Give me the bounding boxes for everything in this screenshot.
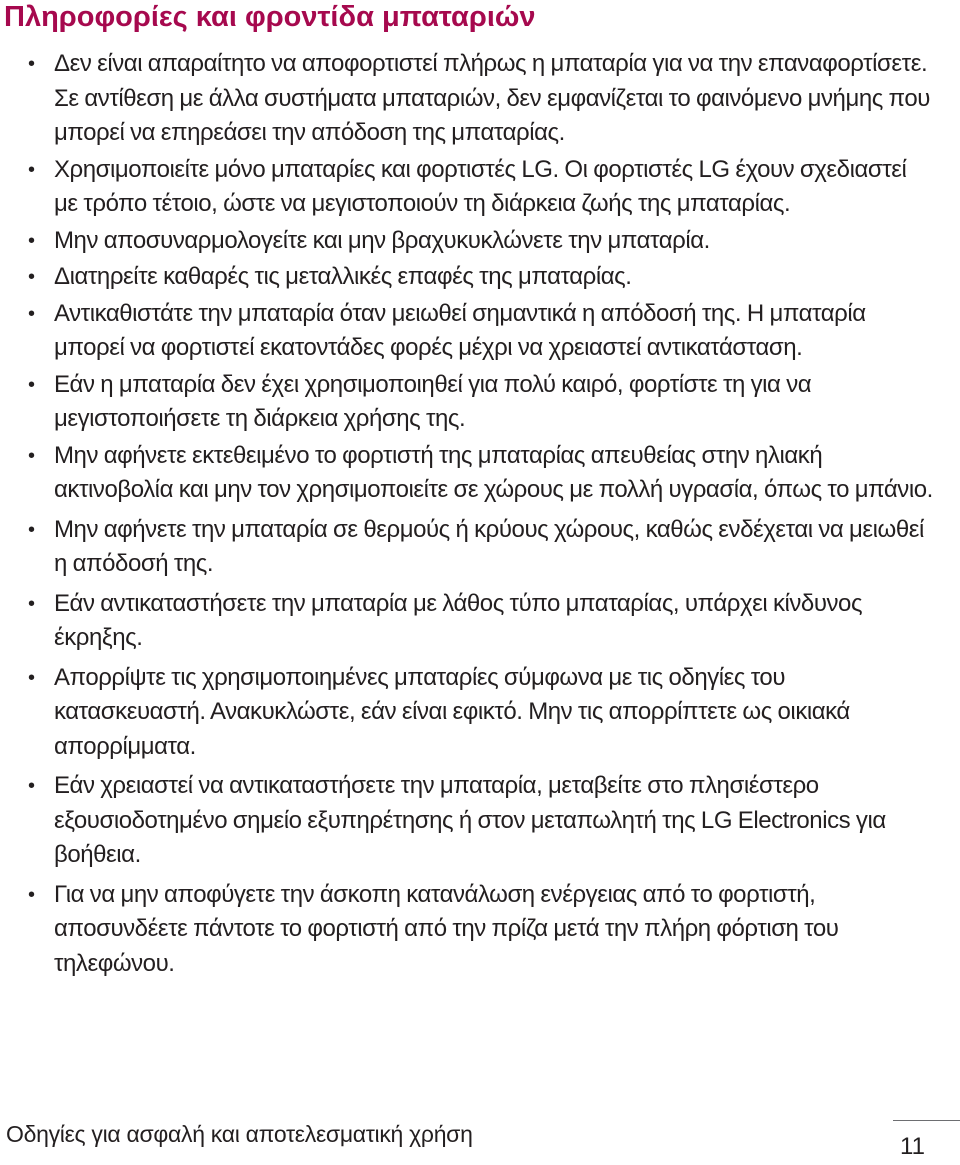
list-item-text: Για να μην αποφύγετε την άσκοπη κατανάλωση ενέργειας από το φορτιστή, αποσυνδέετε πάντοτε το φορτιστή από την πρίζα μετά την πλήρη φόρτιση του τηλεφώνου. [54,880,839,977]
bullet-icon: • [28,518,35,541]
list-item [28,439,933,508]
list-item [28,769,933,873]
list-item-text: Απορρίψτε τις χρησιμοποιημένες μπαταρίες σύμφωνα με τις οδηγίες του κατασκευαστή. Ανακυκλώστε, εάν είναι εφικτό. Μην τις απορρίπτετε ως οικιακά απορρίμματα. [54,663,850,760]
list-item [28,153,933,222]
list-item-text: Χρησιμοποιείτε μόνο μπαταρίες και φορτιστές LG. Οι φορτιστές LG έχουν σχεδιαστεί με τρόπο τέτοιο, ώστε να μεγιστοποιούν τη διάρκεια ζωής της μπαταρίας. [54,155,907,217]
list-item [28,224,933,259]
bullet-icon: • [28,373,35,396]
bullet-icon: • [28,444,35,467]
footer-section-name: Οδηγίες για ασφαλή και αποτελεσματική χρήση [6,1121,473,1147]
list-item [28,878,933,982]
battery-care-list [28,47,933,983]
list-item [28,513,933,582]
bullet-icon: • [28,592,35,615]
list-item [28,297,933,366]
list-item-text: Δεν είναι απαραίτητο να αποφορτιστεί πλήρως η μπαταρία για να την επαναφορτίσετε. Σε αντίθεση με άλλα συστήματα μπαταριών, δεν εμφανίζεται το φαινόμενο μνήμης που μπορεί να επηρεάσει την απόδοση της μπαταρίας. [54,50,930,146]
bullet-icon: • [28,883,35,906]
list-item [28,260,933,295]
bullet-icon: • [28,229,35,252]
bullet-icon: • [28,53,35,75]
page-number-rule [893,1120,960,1121]
list-item [28,47,933,151]
list-item-text: Μην αφήνετε εκτεθειμένο το φορτιστή της μπαταρίας απευθείας στην ηλιακή ακτινοβολία και μην τον χρησιμοποιείτε σε χώρους με πολλή υγρασία, όπως το μπάνιο. [54,441,933,503]
list-item-text: Αντικαθιστάτε την μπαταρία όταν μειωθεί σημαντικά η απόδοσή της. Η μπαταρία μπορεί να φορτιστεί εκατοντάδες φορές μέχρι να χρειαστεί αντικατάσταση. [54,299,866,361]
list-item-text: Εάν χρειαστεί να αντικαταστήσετε την μπαταρία, μεταβείτε στο πλησιέστερο εξουσιοδοτημένο σημείο εξυπηρέτησης ή στον μεταπωλητή της LG Electronics για βοήθεια. [54,772,886,868]
list-item-text: Εάν η μπαταρία δεν έχει χρησιμοποιηθεί για πολύ καιρό, φορτίστε τη για να μεγιστοποιήσετε τη διάρκεια χρήσης της. [54,370,812,432]
list-item-text: Μην αφήνετε την μπαταρία σε θερμούς ή κρύους χώρους, καθώς ενδέχεται να μειωθεί η απόδοσή της. [54,515,924,577]
bullet-icon: • [28,266,35,288]
list-item [28,661,933,765]
bullet-icon: • [28,666,35,689]
page-number: 11 [900,1133,925,1160]
list-item [28,368,933,437]
page-title: Πληροφορίες και φροντίδα μπαταριών [4,1,536,33]
list-item-text: Εάν αντικαταστήσετε την μπαταρία με λάθος τύπο μπαταρίας, υπάρχει κίνδυνος έκρηξης. [54,589,863,651]
list-item-text: Μην αποσυναρμολογείτε και μην βραχυκυκλώνετε την μπαταρία. [54,226,710,254]
bullet-icon: • [28,775,35,797]
bullet-icon: • [28,302,35,325]
list-item [28,587,933,656]
bullet-icon: • [28,158,35,181]
list-item-text: Διατηρείτε καθαρές τις μεταλλικές επαφές της μπαταρίας. [54,263,632,290]
